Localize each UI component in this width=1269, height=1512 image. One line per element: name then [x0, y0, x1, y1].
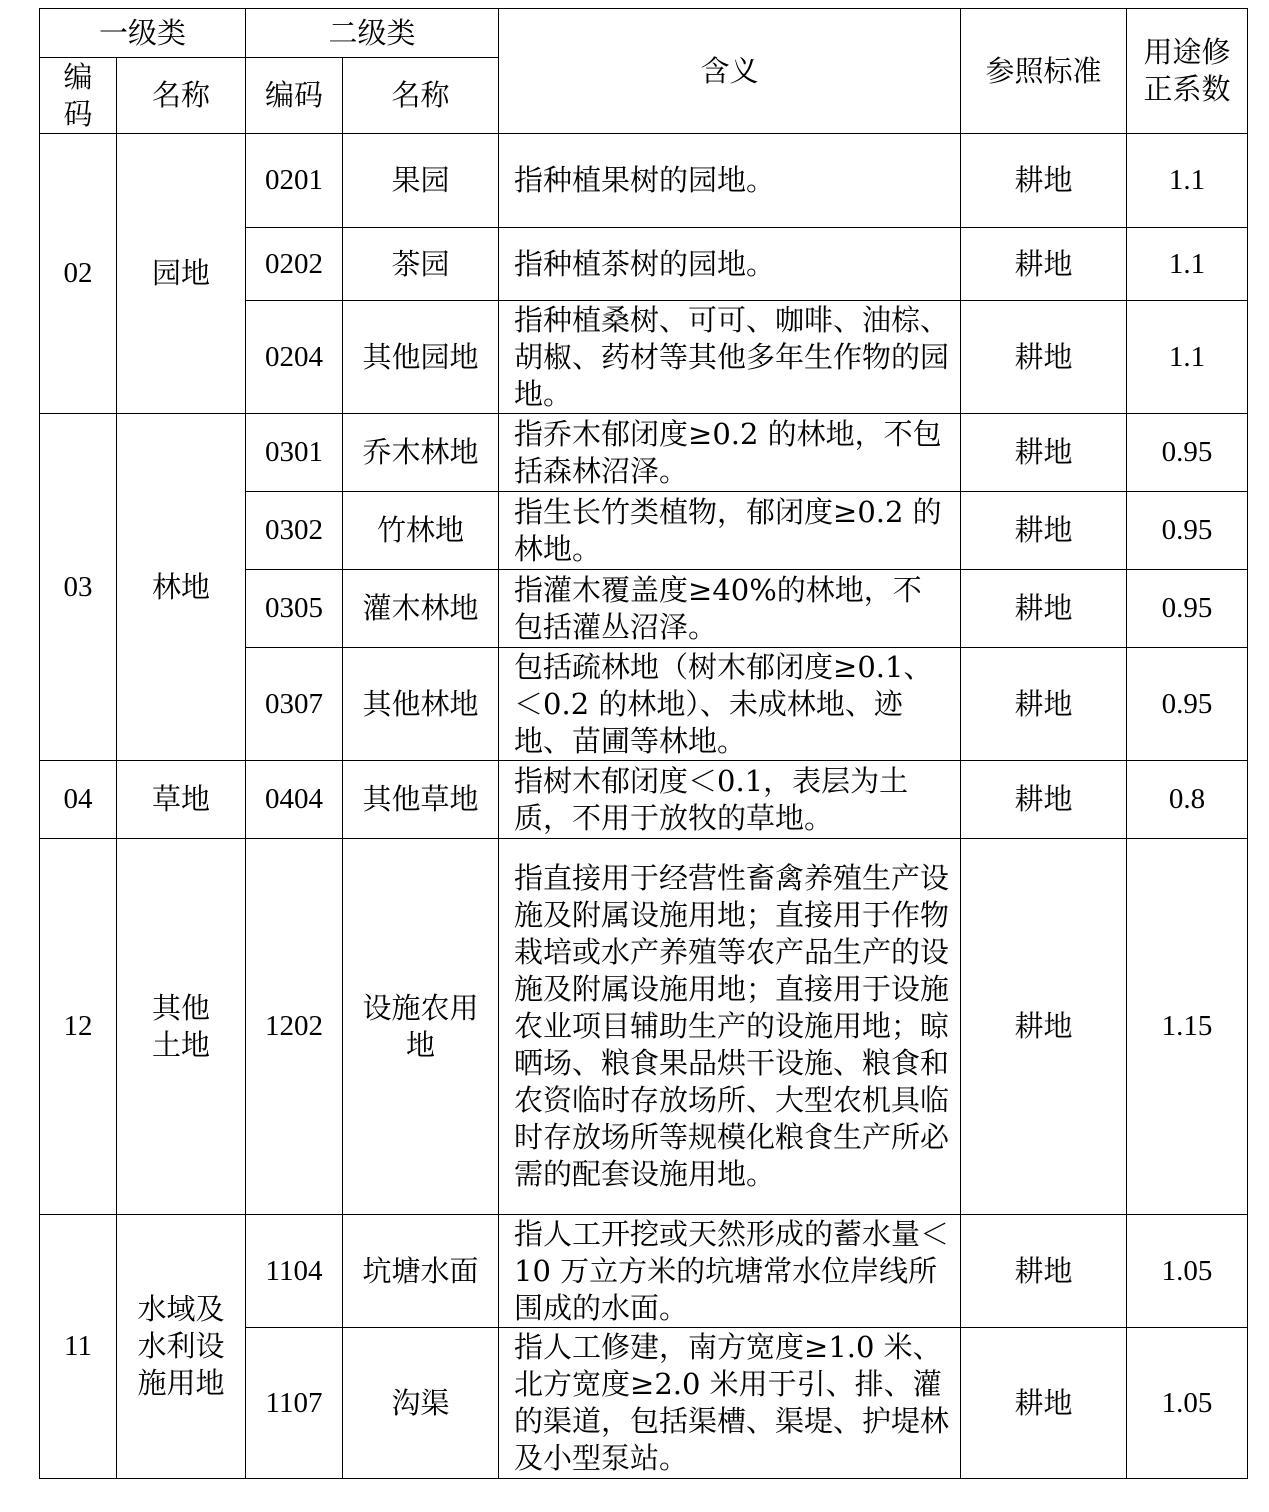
group-name: 其他土地 [117, 839, 246, 1215]
class-reference: 耕地 [961, 570, 1127, 648]
class-code: 1107 [246, 1328, 343, 1479]
class-name: 茶园 [343, 228, 499, 301]
class-coefficient: 1.05 [1127, 1328, 1248, 1479]
meaning-header: 含义 [499, 9, 961, 134]
class-name: 坑塘水面 [343, 1215, 499, 1328]
class-name: 其他草地 [343, 761, 499, 839]
table-row [40, 414, 1248, 492]
table-row [40, 839, 1248, 1215]
group-code: 03 [40, 414, 117, 761]
class-code: 0204 [246, 301, 343, 414]
class-reference: 耕地 [961, 1215, 1127, 1328]
land-use-table [39, 8, 1248, 1479]
group-name: 草地 [117, 761, 246, 839]
group-code: 02 [40, 134, 117, 414]
table-row [40, 134, 1248, 228]
class-coefficient: 0.8 [1127, 761, 1248, 839]
level2-name-header: 名称 [343, 58, 499, 134]
class-name: 沟渠 [343, 1328, 499, 1479]
class-meaning: 指乔木郁闭度≥0.2 的林地，不包括森林沼泽。 [499, 414, 961, 492]
class-code: 0307 [246, 648, 343, 761]
class-coefficient: 1.1 [1127, 228, 1248, 301]
class-reference: 耕地 [961, 134, 1127, 228]
class-meaning: 指种植桑树、可可、咖啡、油棕、胡椒、药材等其他多年生作物的园地。 [499, 301, 961, 414]
class-name: 灌木林地 [343, 570, 499, 648]
class-reference: 耕地 [961, 839, 1127, 1215]
level2-header: 二级类 [246, 9, 499, 58]
class-name: 其他园地 [343, 301, 499, 414]
class-meaning: 指人工开挖或天然形成的蓄水量＜10 万立方米的坑塘常水位岸线所围成的水面。 [499, 1215, 961, 1328]
class-meaning: 指人工修建，南方宽度≥1.0 米、北方宽度≥2.0 米用于引、排、灌的渠道，包括渠槽、渠堤、护堤林及小型泵站。 [499, 1328, 961, 1479]
level1-name-header: 名称 [117, 58, 246, 134]
class-code: 0301 [246, 414, 343, 492]
table-row [40, 1215, 1248, 1328]
group-name: 水域及水利设施用地 [117, 1215, 246, 1479]
class-code: 0201 [246, 134, 343, 228]
group-code: 12 [40, 839, 117, 1215]
group-name: 林地 [117, 414, 246, 761]
coefficient-header: 用途修正系数 [1127, 9, 1248, 134]
class-coefficient: 0.95 [1127, 648, 1248, 761]
class-name: 果园 [343, 134, 499, 228]
class-reference: 耕地 [961, 228, 1127, 301]
level2-code-header: 编码 [246, 58, 343, 134]
class-meaning: 包括疏林地（树木郁闭度≥0.1、＜0.2 的林地）、未成林地、迹地、苗圃等林地。 [499, 648, 961, 761]
group-name: 园地 [117, 134, 246, 414]
class-coefficient: 1.05 [1127, 1215, 1248, 1328]
class-coefficient: 1.15 [1127, 839, 1248, 1215]
class-code: 0305 [246, 570, 343, 648]
class-code: 1104 [246, 1215, 343, 1328]
class-name: 其他林地 [343, 648, 499, 761]
class-meaning: 指种植茶树的园地。 [499, 228, 961, 301]
class-meaning: 指灌木覆盖度≥40%的林地，不包括灌丛沼泽。 [499, 570, 961, 648]
class-coefficient: 1.1 [1127, 301, 1248, 414]
table-row [40, 761, 1248, 839]
class-code: 0404 [246, 761, 343, 839]
class-code: 1202 [246, 839, 343, 1215]
class-reference: 耕地 [961, 1328, 1127, 1479]
class-reference: 耕地 [961, 414, 1127, 492]
class-reference: 耕地 [961, 301, 1127, 414]
reference-header: 参照标准 [961, 9, 1127, 134]
class-name: 乔木林地 [343, 414, 499, 492]
class-meaning: 指树木郁闭度＜0.1，表层为土质，不用于放牧的草地。 [499, 761, 961, 839]
class-meaning: 指种植果树的园地。 [499, 134, 961, 228]
level1-code-header: 编码 [40, 58, 117, 134]
group-code: 04 [40, 761, 117, 839]
class-name: 竹林地 [343, 492, 499, 570]
class-name: 设施农用地 [343, 839, 499, 1215]
level1-header: 一级类 [40, 9, 246, 58]
class-code: 0202 [246, 228, 343, 301]
class-coefficient: 0.95 [1127, 492, 1248, 570]
class-meaning: 指直接用于经营性畜禽养殖生产设施及附属设施用地；直接用于作物栽培或水产养殖等农产品生产的设施及附属设施用地；直接用于设施农业项目辅助生产的设施用地；晾晒场、粮食果品烘干设施、粮食和农资临时存放场所、大型农机具临时存放场所等规模化粮食生产所必需的配套设施用地。 [499, 839, 961, 1215]
class-coefficient: 1.1 [1127, 134, 1248, 228]
class-reference: 耕地 [961, 492, 1127, 570]
class-reference: 耕地 [961, 761, 1127, 839]
header-row-1 [40, 9, 1248, 58]
class-reference: 耕地 [961, 648, 1127, 761]
class-coefficient: 0.95 [1127, 570, 1248, 648]
class-meaning: 指生长竹类植物，郁闭度≥0.2 的林地。 [499, 492, 961, 570]
group-code: 11 [40, 1215, 117, 1479]
class-code: 0302 [246, 492, 343, 570]
class-coefficient: 0.95 [1127, 414, 1248, 492]
